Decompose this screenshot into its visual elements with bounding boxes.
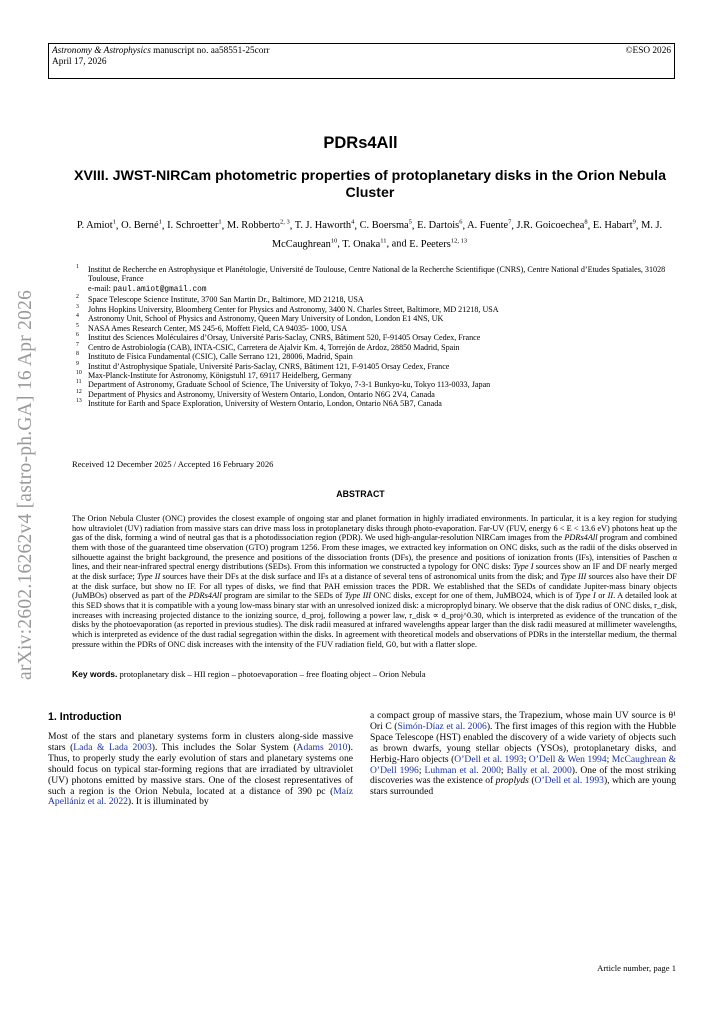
- author-name: T. Onaka: [342, 238, 381, 250]
- author-name: O. Berné: [121, 220, 159, 232]
- author: [77, 220, 116, 231]
- author-name: E. Peeters: [409, 238, 451, 250]
- affiliation-text: Astronomy Unit, School of Physics and Astronomy, Queen Mary University of London, London E1 4NS, UK: [88, 314, 444, 324]
- manuscript-date: April 17, 2026: [52, 56, 107, 67]
- affiliation: [72, 343, 677, 352]
- abstract-text: The Orion Nebula Cluster (ONC) provides the closest example of ongoing star and planet formation in highly irradiated environments. In particular, it is a key region for studying how ultraviolet (UV) radiation from massive stars can drive mass loss in protoplanetary disks through photo-evaporation. Far-UV (FUV, energy 6 < E < 13.6 eV) photons heat up the gas of the disk, forming a wind of neutral gas that is a photodissociation region (PDR). We used high-angular-resolution NIRCam images from the PDRs4All program and combined them with those of the guaranteed time observation (GTO) program 1256. From these images, we extracted key information on ONC disks, such as the radii of the disks observed in silhouette against the bright background, the presence and positions of the dissociation fronts (DFs), the presence and positions of ionization fronts (IFs), intensities of Paschen α lines, and their near-infrared spectral energy distributions (SEDs). From this information we constructed a typology for ONC disks: Type I sources show an IF and DF nearly merged at the disk surface; Type II sources have their DFs at the disk surface and IFs at a distance of several tens of astronomical units from the disk; and Type III sources also have their DF at the disk surface, but show no IF. For all types of disks, we find that PAH emission traces the PDR. We established that the SEDs of candidate Jupiter-mass binary objects (JuMBOs) observed as part of the PDRs4All program are similar to the SEDs of Type III ONC disks, except for one of them, JuMBO24, which is of Type I or II. A detailed look at this SED shows that it is compatible with a young low-mass binary star with an unresolved ionized disk: a microproplyd binary. We observe that the disk radius of ONC disks, r_disk, increases with increasing projected distance to the ionizing source, d_proj, following a power law, r_disk ∝ d_proj^0.30, which is interpreted as evidence of the truncation of the disks by the photoevaporation (as reported in previous studies). The disk radii measured at infrared wavelengths appear larger than the disk radii measured at millimeter wavelengths, which is interpreted as evidence of the dust radial segregation within the disks. In agreement with theoretical models and observations of PDRs in the interstellar medium, the thermal pressure within the PDRs of ONC disk increases with the intensity of the FUV radiation field, G0, but with a flatter slope.: [72, 514, 678, 649]
- author-name: E. Habart: [592, 220, 633, 232]
- author-name: T. J. Haworth: [294, 220, 352, 232]
- affiliation-text: Institut d’Astrophysique Spatiale, Université Paris-Saclay, CNRS, Bâtiment 121, F-91405 Orsay Cedex, France: [88, 361, 450, 371]
- affiliation-text: Institute for Earth and Space Exploration, University of Western Ontario, London, Ontario N6A 5B7, Canada: [88, 399, 442, 409]
- manuscript-id: manuscript no. aa58551-25corr: [150, 46, 270, 56]
- author-name: M. J. McCaughrean: [271, 220, 663, 250]
- author-name: I. Schroetter: [167, 220, 219, 232]
- author-affiliation-mark: 9: [632, 219, 636, 226]
- author: [295, 220, 355, 231]
- citation-link[interactable]: McCaughrean & O’Dell 1996: [370, 753, 676, 776]
- affiliation-number: 2: [76, 294, 79, 301]
- keywords-text: protoplanetary disk – HII region – photoevaporation – free floating object – Orion Nebula: [119, 669, 426, 679]
- section-heading-introduction: 1. Introduction: [48, 711, 122, 723]
- author: [467, 220, 511, 231]
- affiliation-text: Centro de Astrobiología (CAB), INTA-CSIC, Carretera de Ajalvir Km. 4, Torrejón de Ardoz, 28850 Madrid, Spain: [88, 342, 460, 352]
- citation-link[interactable]: Adams 2010: [296, 741, 348, 753]
- affiliation-number: 1: [76, 264, 79, 270]
- author: [167, 220, 222, 231]
- affiliation-number: 11: [76, 379, 82, 386]
- author-affiliation-mark: 2, 3: [279, 219, 290, 226]
- citation-link[interactable]: Simón-Díaz et al. 2006: [397, 720, 487, 732]
- affiliation-text: NASA Ames Research Center, MS 245-6, Moffett Field, CA 94035- 1000, USA: [88, 323, 348, 333]
- arxiv-stamp: arXiv:2602.16262v4 [astro-ph.GA] 16 Apr 2026: [15, 289, 36, 680]
- author-affiliation-mark: 4: [351, 219, 355, 226]
- paper-title: XVIII. JWST-NIRCam photometric properties of protoplanetary disks in the Orion Nebula Cluster: [73, 168, 667, 201]
- affiliation-number: 8: [76, 351, 79, 358]
- intro-left-column: Most of the stars and planetary systems form in clusters along-side massive stars (Lada & Lada 2003). This includes the Solar System (Adams 2010). Thus, to properly study the early evolution of stars and planetary systems one should focus on typical star-forming regions that are irradiated by ultraviolet (UV) photons emitted by massive stars. One of the closest representatives of such a region is the Orion Nebula, located at a distance of 390 pc (Maíz Apellániz et al. 2022). It is illuminated by: [48, 731, 353, 808]
- abstract-heading: ABSTRACT: [336, 489, 385, 499]
- author: [342, 239, 386, 250]
- affiliation: [72, 324, 677, 333]
- author-name: P. Amiot: [76, 220, 113, 232]
- author-name: M. Robberto: [226, 220, 280, 232]
- keywords: [72, 669, 677, 679]
- affiliation-number: 6: [76, 332, 79, 339]
- author: [593, 220, 636, 231]
- author-affiliation-mark: 6: [459, 219, 463, 226]
- citation-link[interactable]: O’Dell et al. 1993: [454, 753, 524, 765]
- affiliation: [72, 265, 677, 284]
- affiliation-list: [72, 265, 677, 409]
- affiliation-number: 13: [76, 398, 82, 405]
- journal-name: Astronomy & Astrophysics: [52, 46, 151, 56]
- affiliation-number: 10: [76, 369, 82, 376]
- affiliation: [72, 295, 677, 304]
- affiliation-text: Max-Planck-Institute for Astronomy, Königstuhl 17, 69117 Heidelberg, Germany: [88, 370, 352, 380]
- author: [409, 239, 467, 250]
- affiliation: [72, 314, 677, 323]
- author-name: A. Fuente: [467, 220, 509, 232]
- copyright: ©ESO 2026: [625, 46, 671, 56]
- affiliation-text: Johns Hopkins University, Bloomberg Center for Physics and Astronomy, 3400 N. Charles Street, Baltimore, MD 21218, USA: [88, 304, 499, 314]
- citation-link[interactable]: Maíz Apellániz et al. 2022: [48, 785, 353, 808]
- page-number: Article number, page 1: [597, 963, 676, 973]
- keywords-label: Key words.: [72, 669, 118, 679]
- affiliation: [72, 380, 677, 389]
- affiliation-text: Space Telescope Science Institute, 3700 San Martin Dr., Baltimore, MD 21218, USA: [88, 295, 364, 305]
- affiliation-number: 9: [76, 360, 79, 367]
- affiliation-number: 7: [76, 341, 79, 348]
- citation-link[interactable]: Luhman et al. 2000: [424, 764, 501, 776]
- author-affiliation-mark: 5: [408, 219, 412, 226]
- affiliation-number: 4: [76, 313, 79, 320]
- affiliation-number: 3: [76, 303, 79, 310]
- author-list: P. Amiot$^1$, O. Berné$^1$, I. Schroetter$^1$, M. Robberto$^{2, 3}$, T. J. Haworth$^4$, C. Boersma$^5$, E. Dartois$^6$, A. Fuente$^7$, J.R. Goicoechea$^8$, E. Habart$^9$, M. J. McCaughrean$^{10}$, T. Onaka$^{11}$, and E. Peeters$^{12, 13}$: [76, 219, 663, 250]
- affiliation: [72, 371, 677, 380]
- received-date: Received 12 December 2025 / Accepted 16 February 2026: [72, 459, 274, 469]
- affiliation-text: Department of Physics and Astronomy, University of Western Ontario, London, Ontario N6G 2V4, Canada: [88, 389, 435, 399]
- affiliation: [72, 352, 677, 361]
- author: [121, 220, 162, 231]
- author: [360, 220, 412, 231]
- citation-link[interactable]: Bally et al. 2000: [506, 764, 572, 776]
- author-affiliation-mark: 1: [158, 219, 162, 226]
- author-affiliation-mark: 10: [330, 237, 338, 245]
- author-affiliation-mark: 12, 13: [450, 237, 468, 245]
- affiliation-text: Department of Astronomy, Graduate School of Science, The University of Tokyo, 7-3-1 Bunkyo-ku, Tokyo 113-0033, Japan: [88, 380, 491, 390]
- author-affiliation-mark: 1: [218, 219, 222, 226]
- author: [417, 220, 462, 231]
- author-name: E. Dartois: [417, 220, 460, 232]
- affiliation-number: 5: [76, 322, 79, 329]
- author: [227, 220, 290, 231]
- citation-link[interactable]: Lada & Lada 2003: [73, 741, 152, 753]
- citation-link[interactable]: O’Dell & Wen 1994: [528, 753, 607, 765]
- email-address[interactable]: paul.amiot@gmail.com: [112, 285, 207, 294]
- author-affiliation-mark: 7: [508, 219, 512, 226]
- intro-right-column: a compact group of massive stars, the Trapezium, whose main UV source is θ¹ Ori C (Simón-Díaz et al. 2006). The first images of this region with the Hubble Space Telescope (HST) enabled the discovery of a wide variety of objects such as brown dwarfs, young stellar objects (YSOs), protoplanetary disks, and Herbig-Haro objects (O’Dell et al. 1993; O’Dell & Wen 1994; McCaughrean & O’Dell 1996; Luhman et al. 2000; Bally et al. 2000). One of the most striking discoveries was the existence of proplyds (O’Dell et al. 1993), which are young stars surrounded: [370, 710, 676, 798]
- affiliation: [72, 399, 677, 408]
- citation-link[interactable]: O’Dell et al. 1993: [534, 775, 604, 787]
- author-affiliation-mark: 8: [584, 219, 588, 226]
- manuscript-header: [52, 46, 270, 67]
- affiliation: [72, 390, 677, 399]
- affiliation: [72, 333, 677, 342]
- author: [517, 220, 588, 231]
- affiliation-text: Instituto de Física Fundamental (CSIC), Calle Serrano 121, 28006, Madrid, Spain: [88, 352, 353, 362]
- email-label: e-mail:: [88, 283, 113, 293]
- affiliation: [72, 305, 677, 314]
- affiliation-text: Institut de Recherche en Astrophysique et Planétologie, Université de Toulouse, Centre National de la Recherche Scientifique (CNRS), Centre National d’Etudes Spatiales, 31028 Toulouse, France: [88, 265, 666, 284]
- affiliation: [72, 362, 677, 371]
- author-affiliation-mark: 11: [380, 237, 387, 245]
- author-name: J.R. Goicoechea: [516, 220, 585, 232]
- affiliation-text: Institut des Sciences Moléculaires d’Orsay, Université Paris-Saclay, CNRS, Bâtiment 520, F-91405 Orsay Cedex, France: [88, 333, 481, 343]
- author-affiliation-mark: 1: [112, 219, 116, 226]
- affiliation-number: 12: [76, 388, 82, 395]
- series-title: PDRs4All: [323, 134, 398, 152]
- author-name: C. Boersma: [359, 220, 409, 232]
- corresponding-email: [72, 284, 677, 295]
